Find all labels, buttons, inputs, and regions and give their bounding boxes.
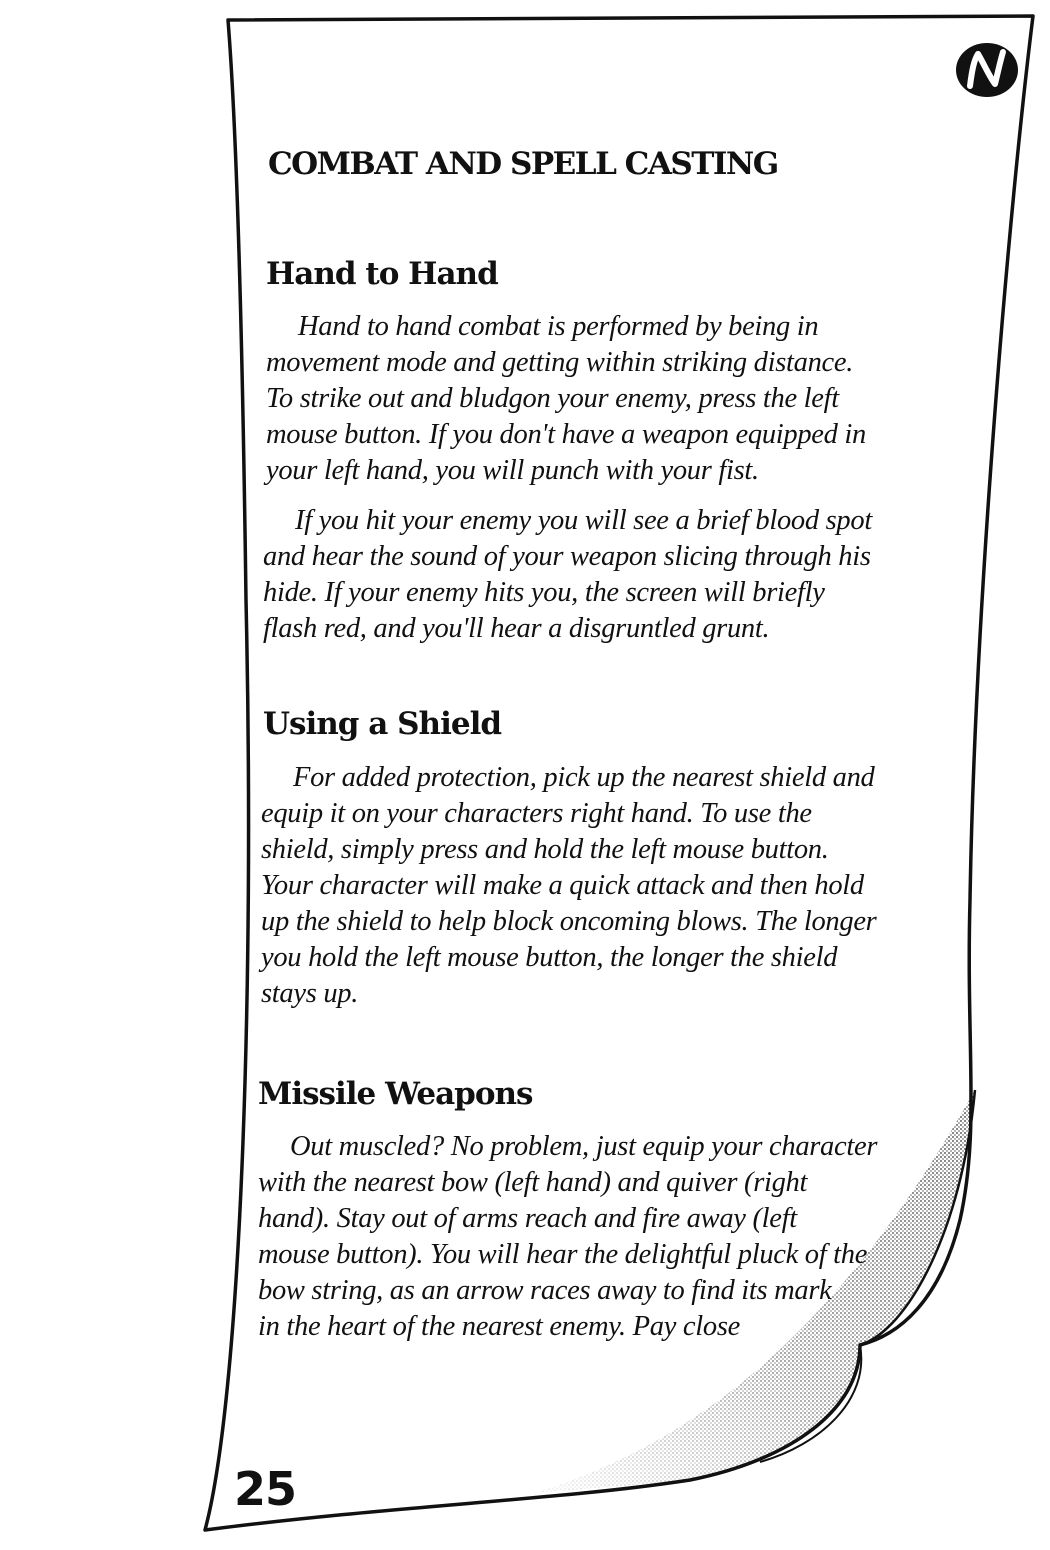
paragraph-hand-to-hand-1: Hand to hand combat is performed by being in movement mode and getting within striking distance. To strike out and bludgon your enemy, press the left mouse button. If you don't have a weapon equipped in your left hand, you will punch with your fist. (266, 311, 866, 486)
paragraph-hand-to-hand-2: If you hit your enemy you will see a brief blood spot and hear the sound of your weapon slicing through his hide. If your enemy hits you, the screen will briefly flash red, and you'll hear a disgruntled grunt. (263, 505, 872, 644)
heading-missile-weapons: Missile Weapons (258, 1076, 533, 1112)
n-monogram-logo-icon (953, 40, 1021, 100)
heading-hand-to-hand: Hand to Hand (266, 256, 498, 292)
paragraph-missile-weapons: Out muscled? No problem, just equip your character with the nearest bow (left hand) and quiver (right hand). Stay out of arms reach and fire away (left mouse button). You will hear the delightful pluck of the bow string, as an arrow races away to find its mark in the heart of the nearest enemy. Pay close (258, 1131, 878, 1342)
paragraph-using-a-shield: For added protection, pick up the nearest shield and equip it on your characters right hand. To use the shield, simply press and hold the left mouse button. Your character will make a quick attack and then hold up the shield to help block oncoming blows. The longer you hold the left mouse button, the longer the shield stays up. (261, 762, 877, 1009)
heading-using-a-shield: Using a Shield (263, 706, 502, 742)
page-number: 25 (234, 1462, 297, 1516)
page-title: COMBAT AND SPELL CASTING (268, 146, 778, 182)
